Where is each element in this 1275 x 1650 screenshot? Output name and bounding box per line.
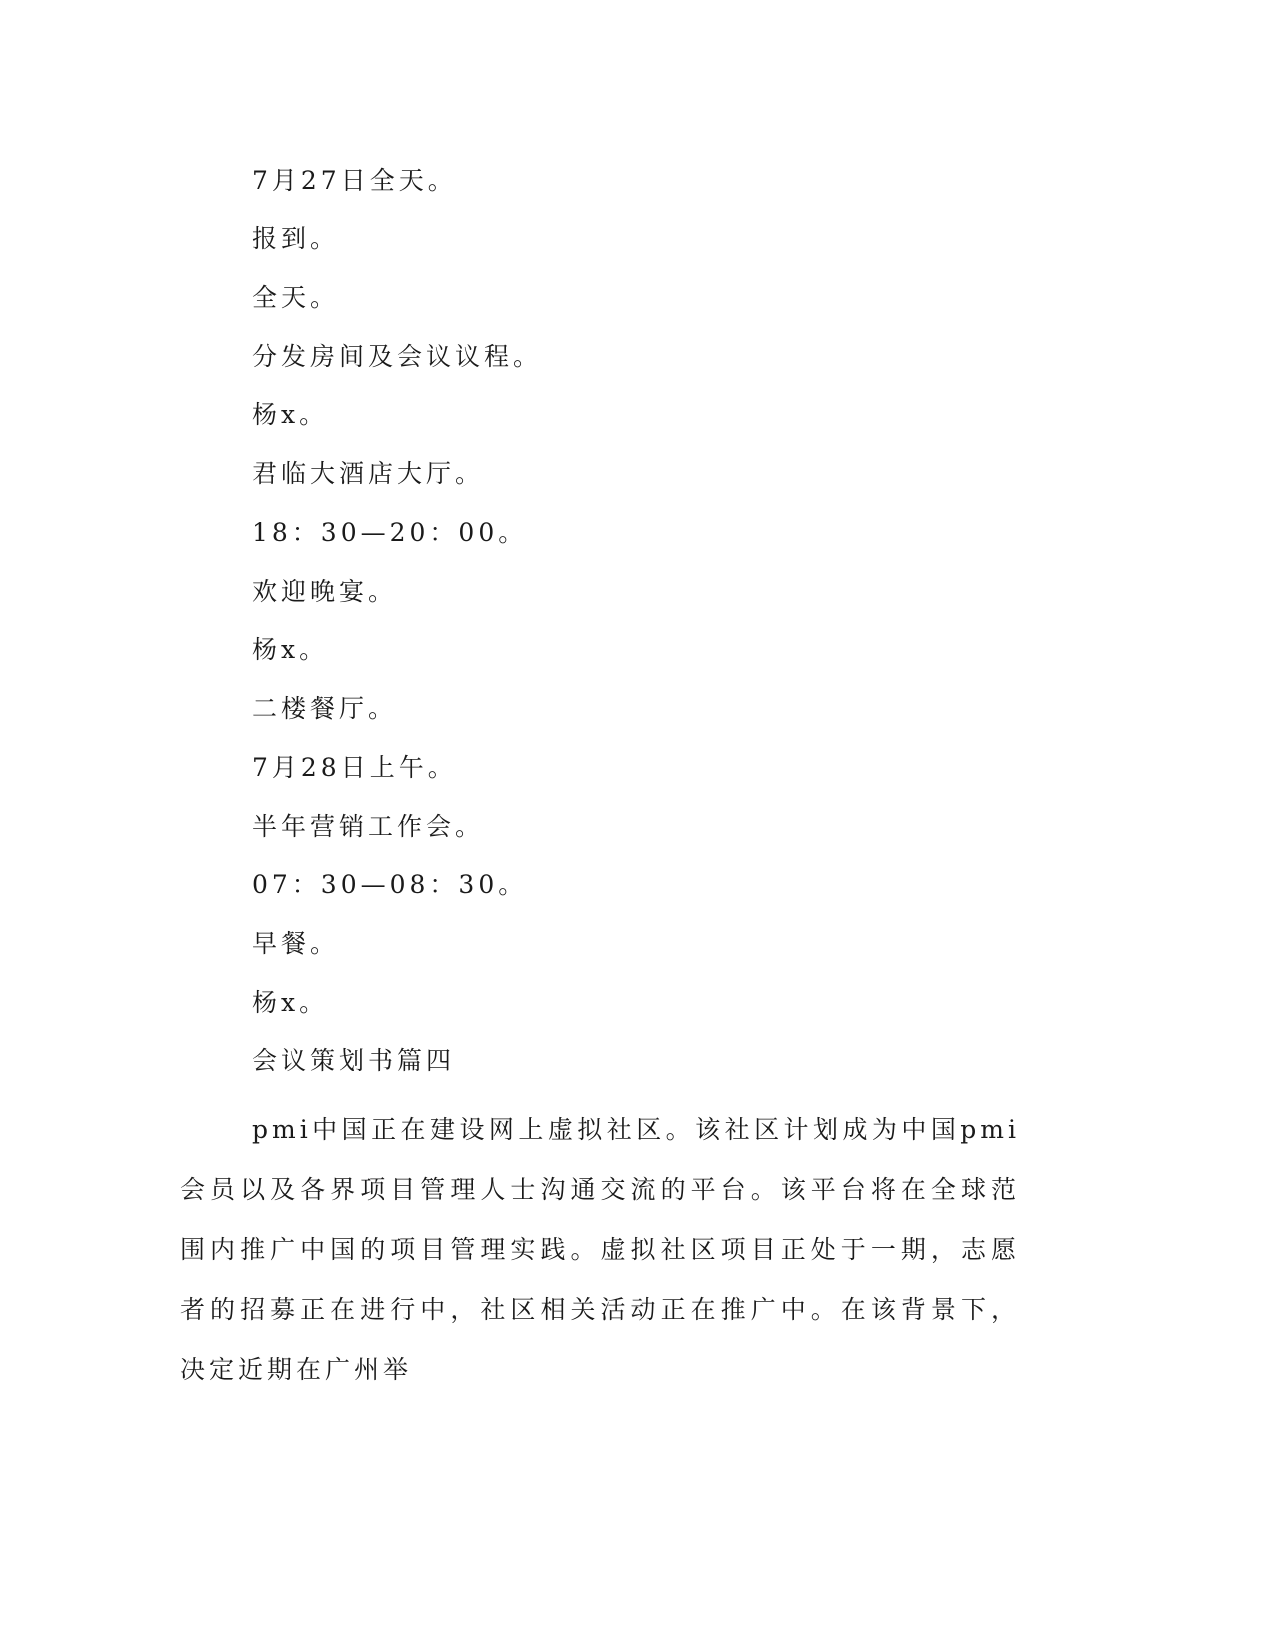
section-heading: 会议策划书篇四 — [252, 1046, 456, 1075]
text-line: 杨x。 — [252, 400, 329, 429]
text-line: 欢迎晚宴。 — [252, 577, 398, 606]
text-line: 二楼餐厅。 — [252, 694, 398, 723]
body-paragraph: pmi中国正在建设网上虚拟社区。该社区计划成为中国pmi会员以及各界项目管理人士沟通交流的平台。该平台将在全球范围内推广中国的项目管理实践。虚拟社区项目正处于一期，志愿者的招募正在进行中，社区相关活动正在推广中。在该背景下，决定近期在广州举 — [180, 1115, 1020, 1384]
text-line: 分发房间及会议议程。 — [252, 342, 543, 371]
text-line: 18：30—20：00。 — [252, 518, 528, 547]
text-line: 7月28日上午。 — [252, 753, 457, 782]
text-line: 半年营销工作会。 — [252, 812, 485, 841]
text-line: 全天。 — [252, 283, 340, 312]
text-line: 杨x。 — [252, 635, 329, 664]
text-line: 早餐。 — [252, 929, 340, 958]
text-line: 杨x。 — [252, 988, 329, 1017]
text-line: 报到。 — [252, 224, 340, 253]
text-line: 7月27日全天。 — [252, 166, 457, 195]
text-line: 君临大酒店大厅。 — [252, 459, 485, 488]
text-line: 07：30—08：30。 — [252, 870, 528, 899]
